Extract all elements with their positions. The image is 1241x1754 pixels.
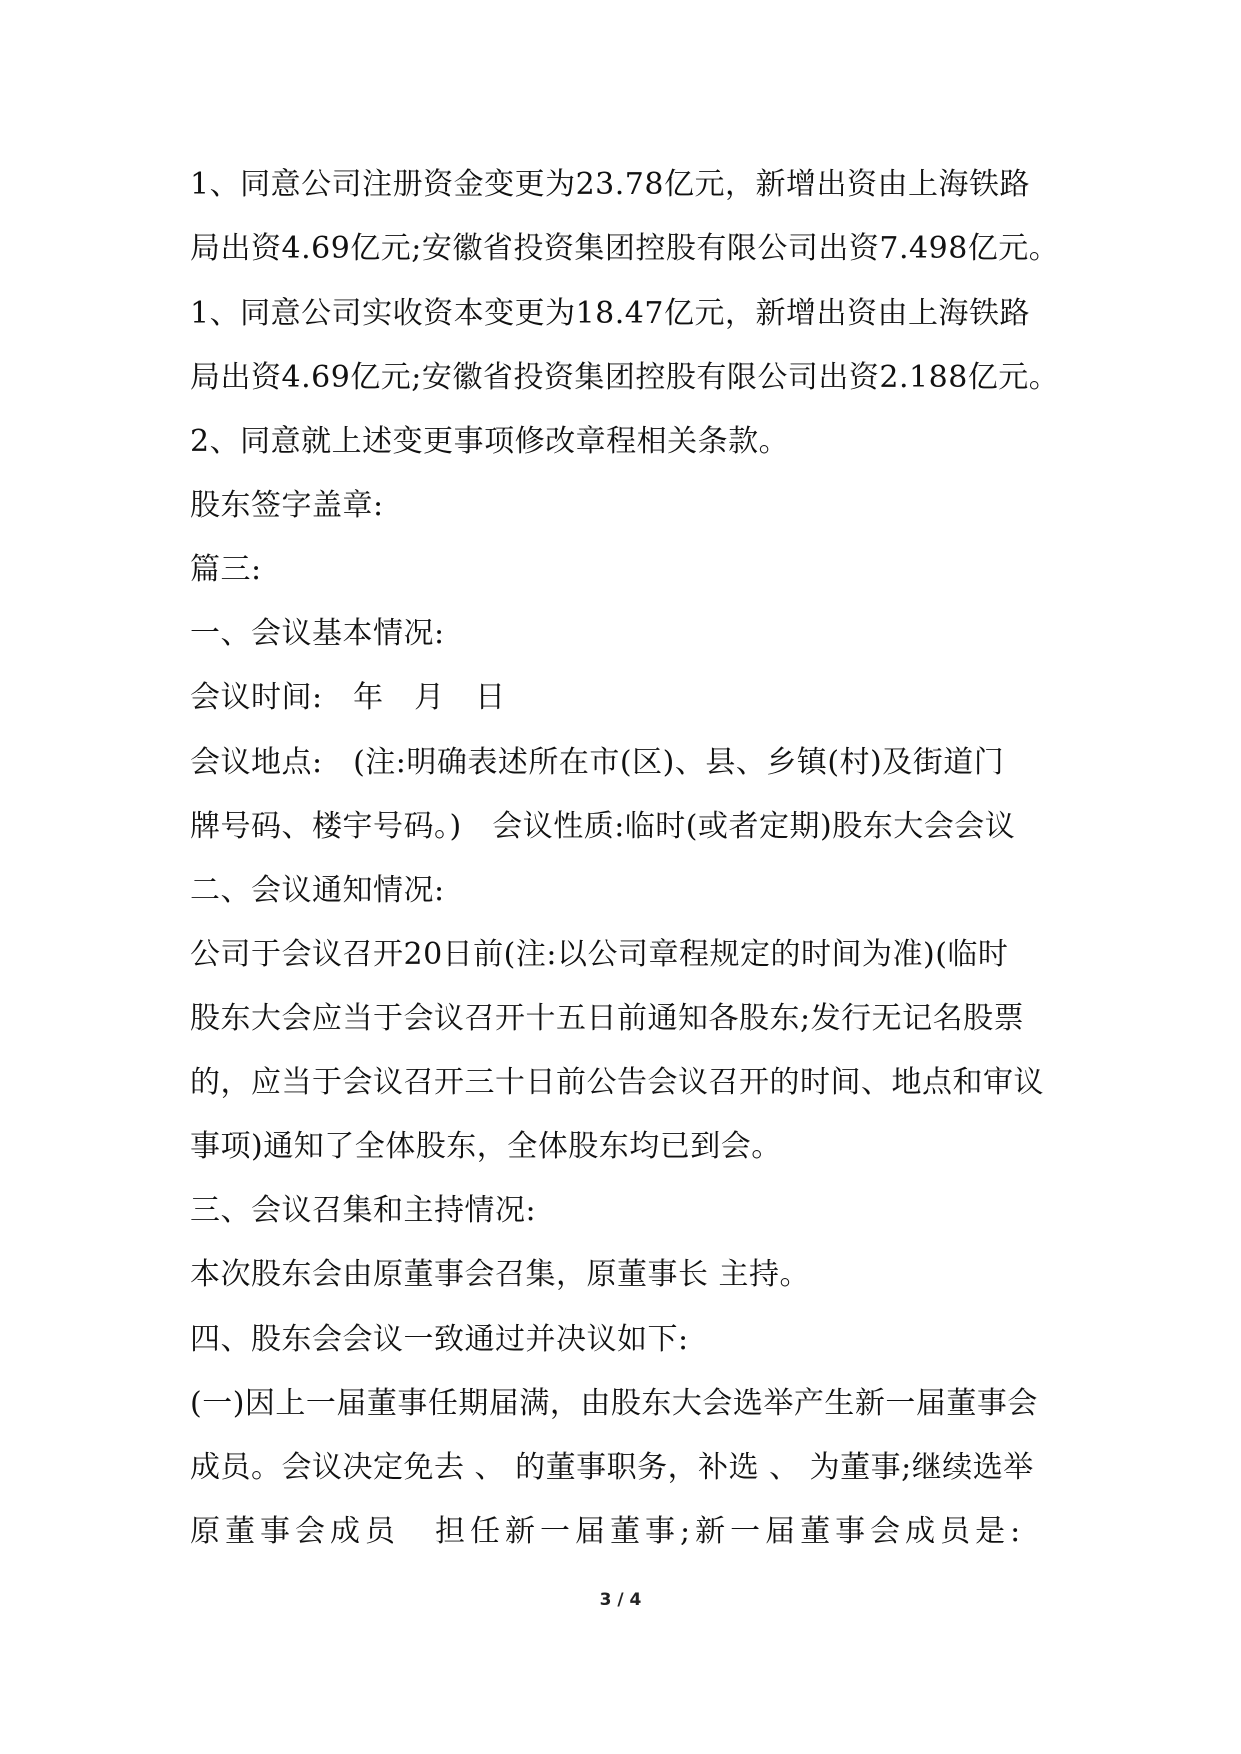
text-line: 局出资4.69亿元;安徽省投资集团控股有限公司出资7.498亿元。 xyxy=(190,231,1060,266)
text-line: 股东大会应当于会议召开十五日前通知各股东;发行无记名股票 xyxy=(190,1001,1025,1036)
text-line: 篇三: xyxy=(190,552,262,587)
text-line: 四、股东会会议一致通过并决议如下: xyxy=(190,1322,689,1357)
text-line: 2、同意就上述变更事项修改章程相关条款。 xyxy=(190,424,790,459)
text-line: 会议地点: (注:明确表述所在市(区)、县、乡镇(村)及街道门 xyxy=(190,745,1005,780)
text-line: 股东签字盖章: xyxy=(190,488,384,523)
text-line: 三、会议召集和主持情况: xyxy=(190,1193,537,1228)
text-line: 会议时间: 年 月 日 xyxy=(190,680,506,715)
text-line: 的，应当于会议召开三十日前公告会议召开的时间、地点和审议 xyxy=(190,1065,1044,1100)
text-line: 局出资4.69亿元;安徽省投资集团控股有限公司出资2.188亿元。 xyxy=(190,360,1060,395)
text-line: 一、会议基本情况: xyxy=(190,616,445,651)
text-line: 事项)通知了全体股东，全体股东均已到会。 xyxy=(190,1129,782,1164)
text-line: 牌号码、楼宇号码。) 会议性质:临时(或者定期)股东大会会议 xyxy=(190,809,1016,844)
text-line: 二、会议通知情况: xyxy=(190,873,445,908)
text-line: 本次股东会由原董事会召集，原董事长 主持。 xyxy=(190,1257,811,1292)
text-line: (一)因上一届董事任期届满，由股东大会选举产生新一届董事会 xyxy=(190,1386,1038,1421)
text-line: 成员。会议决定免去 、 的董事职务，补选 、 为董事;继续选举 xyxy=(190,1450,1034,1485)
page-number: 3 / 4 xyxy=(599,1590,642,1610)
text-line: 1、同意公司注册资金变更为23.78亿元，新增出资由上海铁路 xyxy=(190,167,1030,202)
text-line: 原董事会成员 担任新一届董事;新一届董事会成员是: xyxy=(190,1514,1026,1549)
text-line: 公司于会议召开20日前(注:以公司章程规定的时间为准)(临时 xyxy=(190,937,1009,972)
text-line: 1、同意公司实收资本变更为18.47亿元，新增出资由上海铁路 xyxy=(190,296,1030,331)
